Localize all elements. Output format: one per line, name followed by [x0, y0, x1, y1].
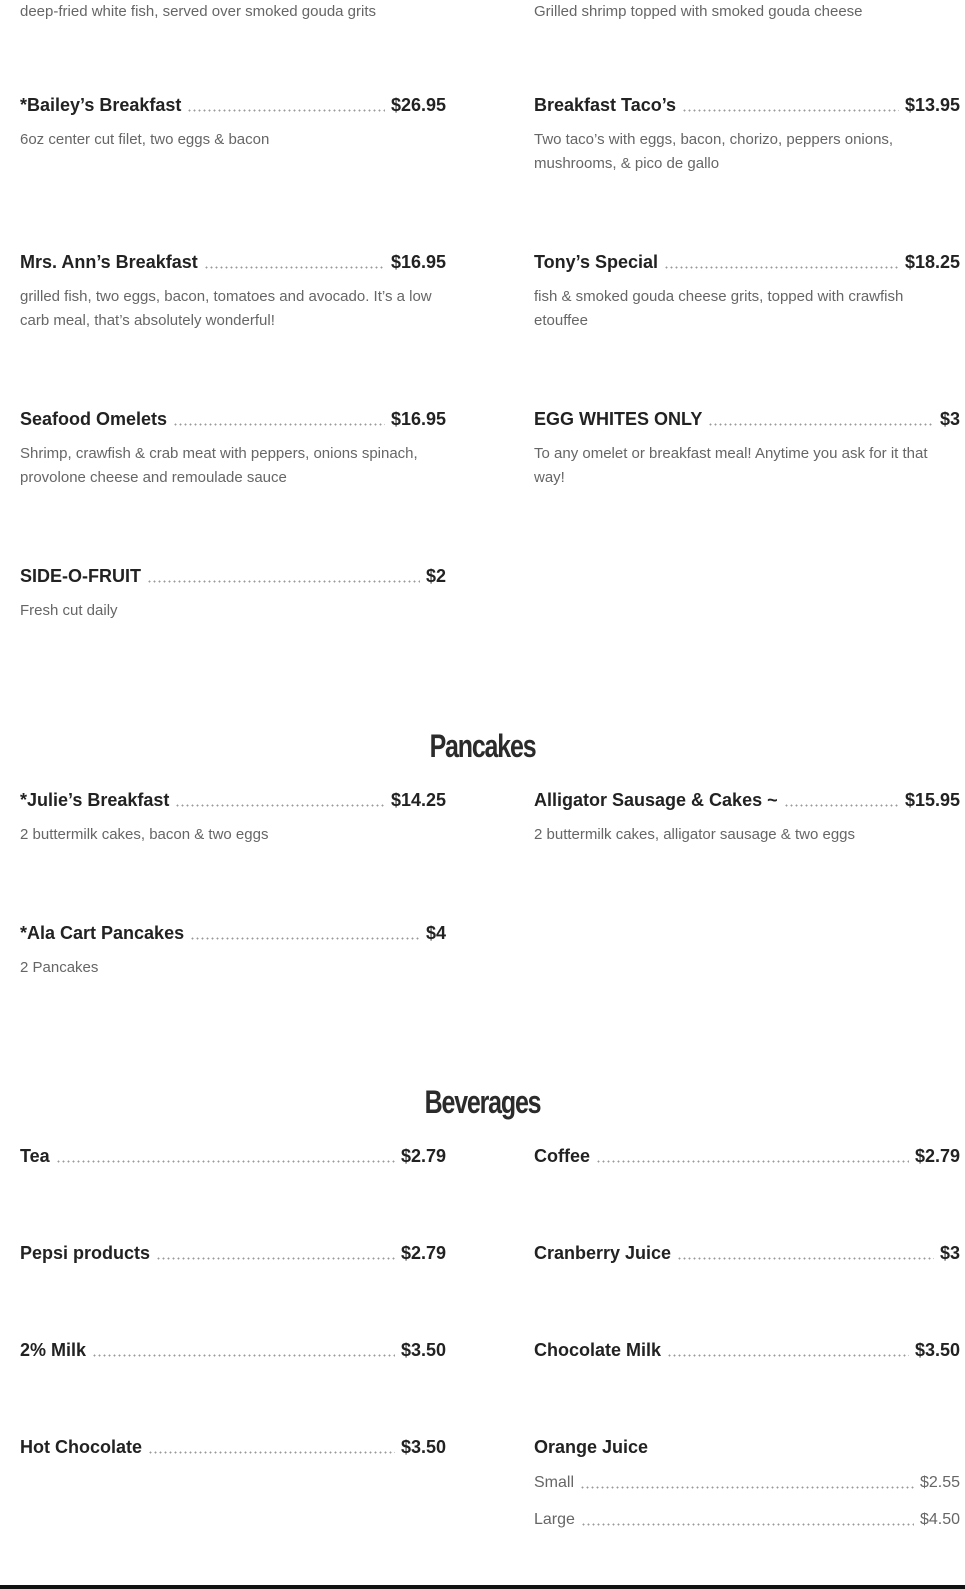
dot-leader: [190, 937, 420, 940]
menu-item: [534, 1243, 960, 1264]
item-price: $16.95: [390, 252, 446, 272]
size-label: Small: [534, 1474, 575, 1491]
menu-item: [534, 409, 960, 490]
menu-item: [534, 252, 960, 333]
item-description: grilled fish, two eggs, bacon, tomatoes and avocado. It’s a low carb meal, that’s absolutely wonderful!: [20, 288, 432, 329]
dot-leader: [187, 109, 385, 112]
section-title-pancakes: Pancakes: [429, 728, 536, 764]
item-name: Pepsi products: [20, 1243, 151, 1263]
item-description: fish & smoked gouda cheese grits, topped with crawfish etouffee: [534, 288, 904, 329]
item-description: 2 Pancakes: [20, 959, 99, 976]
menu-item: [534, 1146, 960, 1167]
item-description: To any omelet or breakfast meal! Anytime you ask for it that way!: [534, 445, 928, 486]
item-price: $4: [425, 923, 446, 943]
dot-leader: [147, 580, 420, 583]
menu-item: [20, 566, 446, 623]
menu-item-orange-juice: [534, 1437, 960, 1529]
item-price: $3.50: [400, 1437, 446, 1457]
item-price: $3: [939, 409, 960, 429]
item-description: Two taco’s with eggs, bacon, chorizo, peppers onions, mushrooms, & pico de gallo: [534, 131, 894, 172]
menu-item: [20, 95, 446, 152]
dot-leader: [175, 804, 385, 807]
dot-leader: [677, 1257, 934, 1260]
item-name: Alligator Sausage & Cakes ~: [534, 790, 778, 810]
item-description: Shrimp, crawfish & crab meat with peppers, onions spinach, provolone cheese and remoulade sauce: [20, 445, 418, 486]
item-name: Tony’s Special: [534, 252, 659, 272]
size-label: Large: [534, 1511, 575, 1528]
item-description: Fresh cut daily: [20, 602, 118, 619]
dot-leader: [784, 804, 899, 807]
item-name: *Ala Cart Pancakes: [20, 923, 185, 943]
item-price: $2.79: [914, 1146, 960, 1166]
item-description: 2 buttermilk cakes, bacon & two eggs: [20, 826, 269, 843]
item-name: Coffee: [534, 1146, 591, 1166]
item-description: deep-fried white fish, served over smoked gouda grits: [20, 3, 377, 20]
menu-item: [534, 95, 960, 176]
menu-item: [20, 1146, 446, 1167]
item-name: Mrs. Ann’s Breakfast: [20, 252, 198, 272]
item-name: Breakfast Taco’s: [534, 95, 677, 115]
item-price: $15.95: [904, 790, 960, 810]
menu-item: [20, 1243, 446, 1264]
bottom-border: [0, 1585, 965, 1589]
dot-leader: [173, 423, 385, 426]
item-price: $3: [939, 1243, 960, 1263]
menu-item: [534, 1340, 960, 1361]
size-price: $2.55: [919, 1474, 960, 1491]
dot-leader: [156, 1257, 395, 1260]
dot-leader: [92, 1354, 395, 1357]
item-name: Cranberry Juice: [534, 1243, 672, 1263]
menu-item: [20, 1437, 446, 1458]
item-description: Grilled shrimp topped with smoked gouda cheese: [534, 3, 863, 20]
item-name: Hot Chocolate: [20, 1437, 143, 1457]
item-name: 2% Milk: [20, 1340, 87, 1360]
item-price: $16.95: [390, 409, 446, 429]
item-name: Tea: [20, 1146, 50, 1166]
dot-leader: [708, 423, 934, 426]
item-price: $3.50: [400, 1340, 446, 1360]
item-name: Chocolate Milk: [534, 1340, 662, 1360]
item-price: $2.79: [400, 1243, 446, 1263]
item-name: SIDE-O-FRUIT: [20, 566, 141, 586]
item-name: Seafood Omelets: [20, 409, 168, 429]
item-price: $18.25: [904, 252, 960, 272]
item-price: $3.50: [914, 1340, 960, 1360]
item-price: $26.95: [390, 95, 446, 115]
item-name: EGG WHITES ONLY: [534, 409, 703, 429]
dot-leader: [56, 1160, 395, 1163]
item-name: *Bailey’s Breakfast: [20, 95, 182, 115]
item-name: *Julie’s Breakfast: [20, 790, 170, 810]
menu-item: [534, 790, 960, 847]
menu-item: [20, 923, 446, 980]
item-name: Orange Juice: [534, 1437, 649, 1457]
item-description: 6oz center cut filet, two eggs & bacon: [20, 131, 270, 148]
dot-leader: [148, 1451, 395, 1454]
item-description: 2 buttermilk cakes, alligator sausage & two eggs: [534, 826, 855, 843]
size-option: [534, 1474, 960, 1492]
item-price: $2: [425, 566, 446, 586]
size-price: $4.50: [919, 1511, 960, 1528]
menu-item: [20, 252, 446, 333]
dot-leader: [596, 1160, 909, 1163]
dot-leader: [204, 266, 385, 269]
menu-item: [20, 1340, 446, 1361]
dot-leader: [664, 266, 899, 269]
dot-leader: [580, 1486, 914, 1489]
item-price: $14.25: [390, 790, 446, 810]
menu-item: [20, 409, 446, 490]
section-title-beverages: Beverages: [424, 1084, 541, 1120]
size-option: [534, 1511, 960, 1529]
item-price: $13.95: [904, 95, 960, 115]
item-price: $2.79: [400, 1146, 446, 1166]
menu-item: [20, 790, 446, 847]
dot-leader: [581, 1523, 914, 1526]
dot-leader: [667, 1354, 909, 1357]
dot-leader: [682, 109, 899, 112]
